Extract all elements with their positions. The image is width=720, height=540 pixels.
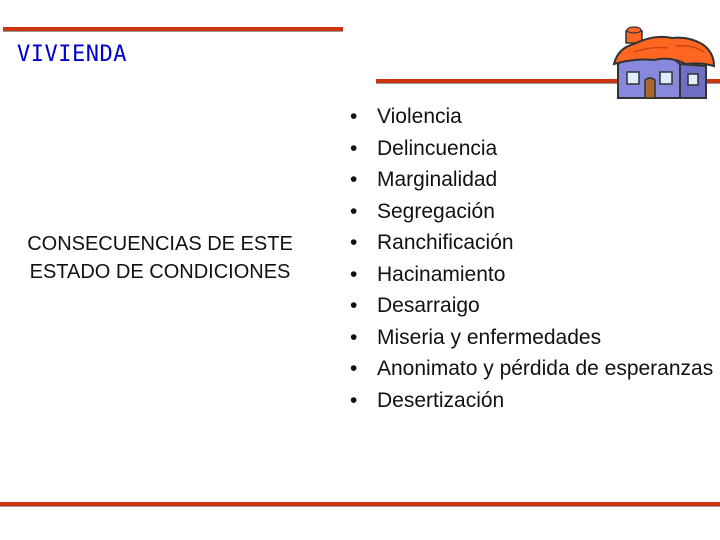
house-clipart-icon (610, 22, 720, 104)
list-item-label: Hacinamiento (377, 262, 506, 286)
list-item-label: Marginalidad (377, 168, 498, 191)
list-item-label: Miseria y enfermedades (377, 325, 602, 349)
list-item (350, 196, 715, 228)
list-item (350, 353, 715, 385)
list-item-label: Segregación (377, 199, 495, 223)
list-item (350, 290, 715, 322)
list-item-label: Anonimato y pérdida de esperanzas (377, 357, 714, 380)
list-item (350, 385, 715, 417)
bullet-glyph: • (350, 325, 358, 349)
list-item (350, 101, 715, 133)
list-item (350, 322, 715, 354)
bullet-glyph: • (350, 168, 358, 191)
list-item-label: Violencia (377, 105, 462, 128)
bullet-glyph: • (350, 357, 358, 380)
list-item-label: Ranchificación (377, 231, 514, 254)
list-item (350, 227, 715, 259)
bullet-glyph: • (350, 262, 358, 286)
bullet-glyph: • (350, 294, 358, 317)
list-item-label: Delincuencia (377, 136, 498, 160)
consequences-heading: CONSECUENCIAS DE ESTE ESTADO DE CONDICIONES (27, 233, 293, 283)
list-item (350, 133, 715, 165)
list-item (350, 259, 715, 291)
bullet-glyph: • (350, 105, 358, 128)
bullet-glyph: • (350, 136, 358, 160)
bullet-glyph: • (350, 388, 358, 412)
top-left-rule (3, 27, 343, 32)
consequences-list (350, 101, 715, 416)
list-item (350, 164, 715, 196)
list-item-label: Desarraigo (377, 294, 480, 317)
slide-title: VIVIENDA (17, 42, 127, 67)
bullet-glyph: • (350, 231, 358, 254)
list-item-label: Desertización (377, 388, 505, 412)
bullet-glyph: • (350, 199, 358, 223)
bottom-rule (0, 502, 720, 507)
